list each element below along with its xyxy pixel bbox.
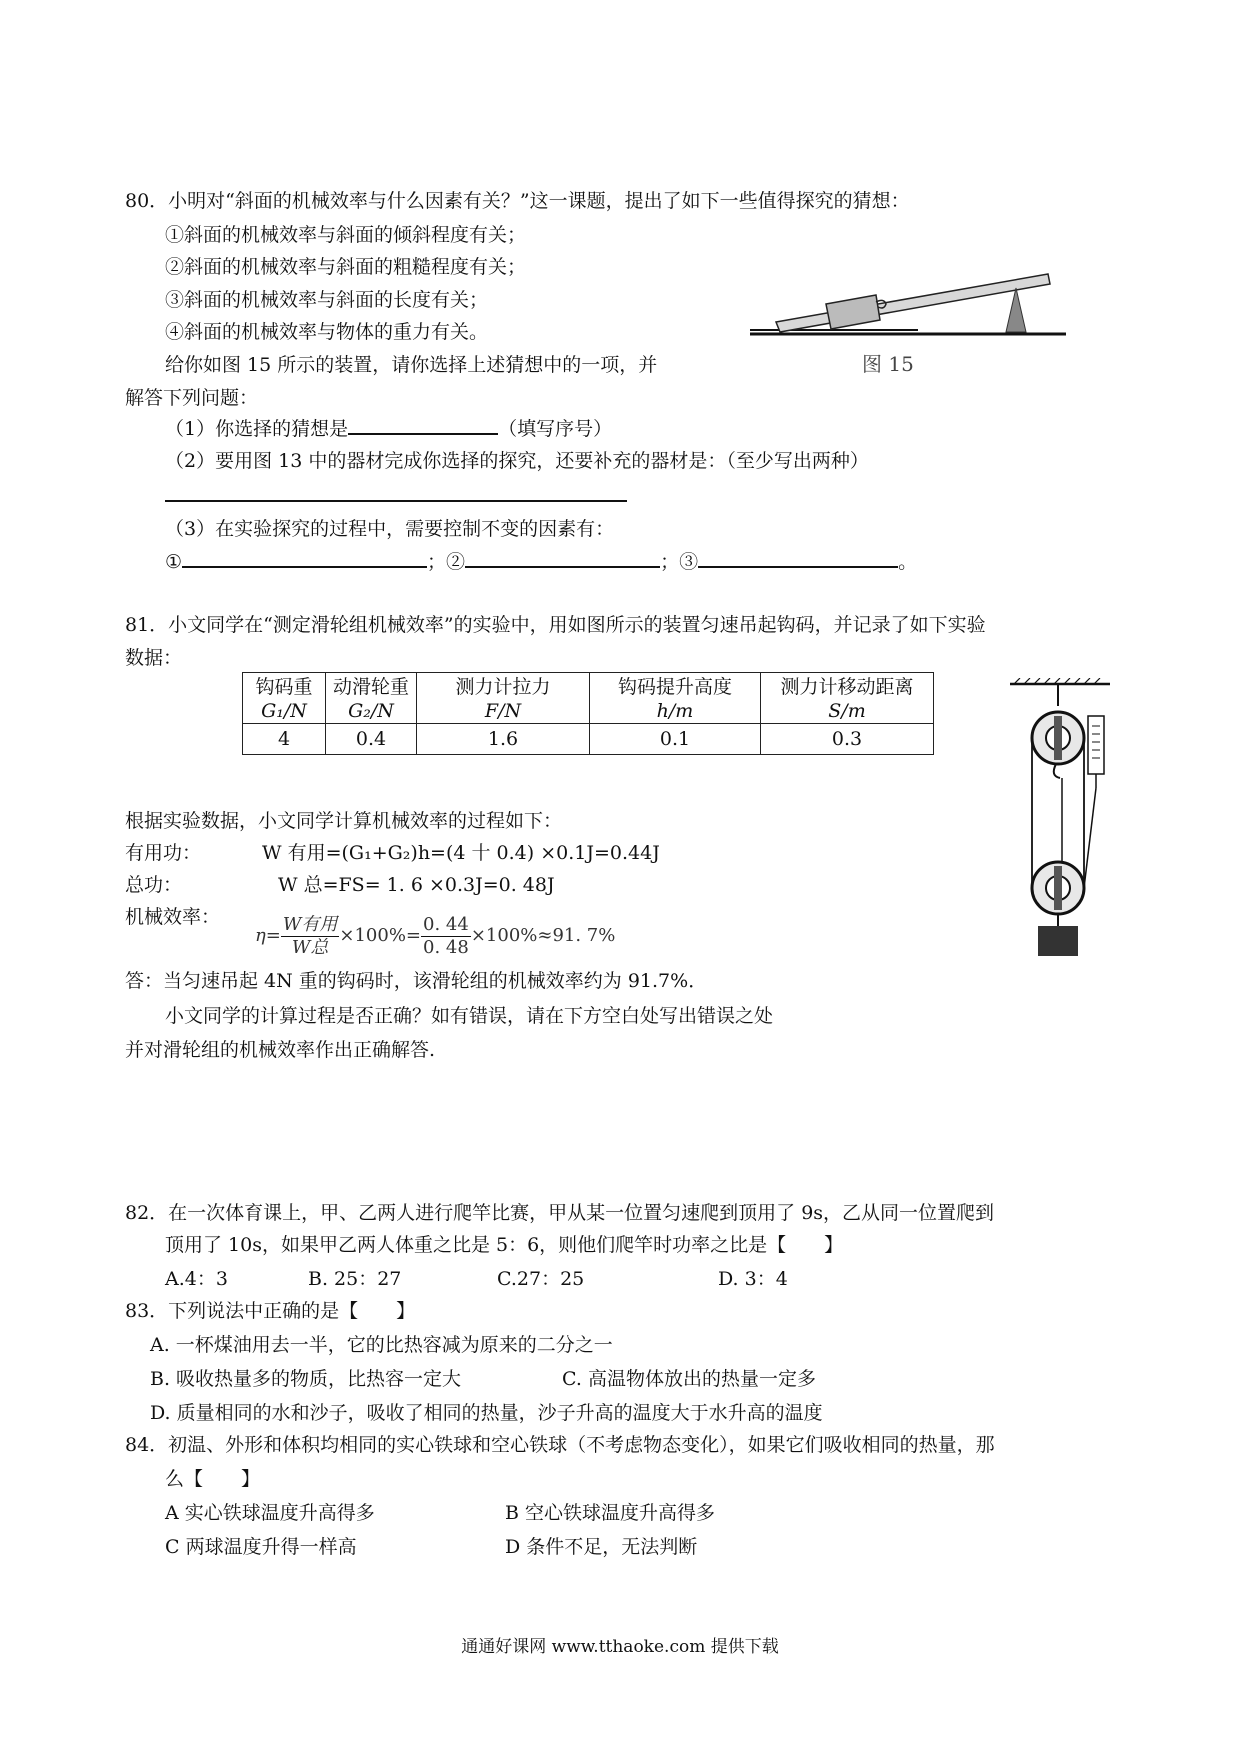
q80-stem: 80．小明对“斜面的机械效率与什么因素有关？”这一课题，提出了如下一些值得探究的猜想：	[125, 190, 910, 212]
table-cell: 0.4	[326, 724, 417, 755]
q80-sub2-blank-line	[165, 482, 627, 509]
q80-sub1-blank[interactable]	[348, 415, 498, 435]
table-header-cell: 测力计移动距离 S/m	[761, 673, 934, 724]
q80-sub1	[165, 415, 612, 442]
q81-stem-1: 81．小文同学在“测定滑轮组机械效率”的实验中，用如图所示的装置匀速吊起钩码，并记录了如下实验	[125, 614, 986, 636]
q83-option-d[interactable]: D. 质量相同的水和沙子，吸收了相同的热量，沙子升高的温度大于水升高的温度	[150, 1402, 823, 1424]
q82-option-d[interactable]: D. 3：4	[718, 1268, 788, 1290]
pulley-figure	[1000, 678, 1120, 968]
table-cell: 0.1	[590, 724, 761, 755]
q83-option-a[interactable]: A. 一杯煤油用去一半，它的比热容减为原来的二分之一	[150, 1334, 613, 1356]
table-row	[243, 673, 934, 724]
incline-figure	[748, 260, 1068, 340]
q83-stem: 83．下列说法中正确的是【 】	[125, 1300, 416, 1322]
q80-sub3: （3）在实验探究的过程中，需要控制不变的因素有：	[165, 518, 615, 540]
q80-guess-2: ②斜面的机械效率与斜面的粗糙程度有关；	[165, 256, 527, 278]
q81-answer: 答：当匀速吊起 4N 重的钩码时，该滑轮组的机械效率约为 91.7%．	[125, 970, 708, 992]
blank-marker-2: ；②	[427, 551, 466, 573]
total-work-formula: W 总=FS= 1. 6 ×0.3J=0. 48J	[278, 874, 555, 896]
q80-guess-4: ④斜面的机械效率与物体的重力有关。	[165, 321, 489, 343]
q81-calc-intro: 根据实验数据，小文同学计算机械效率的过程如下：	[125, 810, 563, 832]
q82-option-a[interactable]: A.4：3	[165, 1268, 228, 1290]
movable-pulley	[1032, 862, 1084, 914]
total-work-label: 总功：	[125, 874, 183, 896]
table-header-cell: 动滑轮重 G₂/N	[326, 673, 417, 724]
hook-weight	[1038, 926, 1078, 956]
q80-guess-1: ①斜面的机械效率与斜面的倾斜程度有关；	[165, 224, 527, 246]
q80-sub1-label: （1）你选择的猜想是	[165, 418, 349, 440]
end-mark: 。	[898, 551, 918, 573]
blank-marker-1: ①	[165, 551, 183, 573]
q81-question-1: 小文同学的计算过程是否正确？如有错误，请在下方空白处写出错误之处	[165, 1005, 774, 1027]
q82-stem-2: 顶用了 10s，如果甲乙两人体重之比是 5：6，则他们爬竿时功率之比是【 】	[165, 1234, 844, 1256]
q81-question-2: 并对滑轮组的机械效率作出正确解答.	[125, 1039, 436, 1061]
q82-stem-1: 82．在一次体育课上，甲、乙两人进行爬竿比赛，甲从某一位置匀速爬到顶用了 9s，乙从同一位置爬到	[125, 1202, 995, 1224]
q84-option-a[interactable]: A 实心铁球温度升高得多	[165, 1502, 375, 1524]
q80-guess-3: ③斜面的机械效率与斜面的长度有关；	[165, 289, 489, 311]
wedge-support	[1006, 288, 1026, 332]
fixed-pulley	[1032, 712, 1084, 764]
page-footer: 通通好课网 www.tthaoke.com 提供下载	[461, 1637, 779, 1657]
q80-sub3-blank-1[interactable]	[182, 548, 427, 568]
q84-option-b[interactable]: B 空心铁球温度升高得多	[505, 1502, 716, 1524]
table-header-cell: 钩码提升高度 h/m	[590, 673, 761, 724]
spring-scale	[1088, 716, 1104, 788]
q81-stem-2: 数据：	[125, 647, 183, 669]
table-cell: 4	[243, 724, 326, 755]
experiment-data-table	[242, 672, 934, 755]
table-header-cell: 测力计拉力 F/N	[417, 673, 590, 724]
q83-option-c[interactable]: C. 高温物体放出的热量一定多	[562, 1368, 816, 1390]
q84-option-c[interactable]: C 两球温度升得一样高	[165, 1536, 357, 1558]
figure-caption: 图 15	[862, 352, 914, 376]
efficiency-formula: η= $\frac{\text{W有用}}{\text{W总}}$ ×100%= $\frac{0. 44}{0. 48}$ ×100%≈91. 7%	[255, 913, 616, 958]
q84-stem-2: 么【 】	[165, 1468, 261, 1490]
fraction-values: $\frac{0. 44}{0. 48}$	[423, 913, 469, 958]
q80-sub3-blank-3[interactable]	[698, 548, 898, 568]
q80-sub3-blanks	[165, 548, 917, 575]
efficiency-label: 机械效率：	[125, 906, 221, 928]
table-row	[243, 724, 934, 755]
block	[826, 295, 880, 329]
useful-work-formula: W 有用=(G₁+G₂)h=(4 十 0.4) ×0.1J=0.44J	[262, 842, 660, 864]
q82-option-c[interactable]: C.27：25	[497, 1268, 585, 1290]
table-cell: 0.3	[761, 724, 934, 755]
q80-sub2: （2）要用图 13 中的器材完成你选择的探究，还要补充的器材是：（至少写出两种）	[165, 450, 869, 472]
table-header-cell: 钩码重 G₁/N	[243, 673, 326, 724]
q84-option-d[interactable]: D 条件不足，无法判断	[505, 1536, 698, 1558]
table-cell: 1.6	[417, 724, 590, 755]
useful-work-label: 有用功：	[125, 842, 202, 864]
q84-stem-1: 84．初温、外形和体积均相同的实心铁球和空心铁球（不考虑物态变化），如果它们吸收相同的热量，那	[125, 1434, 995, 1456]
q82-option-b[interactable]: B. 25：27	[308, 1268, 402, 1290]
q83-option-b[interactable]: B. 吸收热量多的物质，比热容一定大	[150, 1368, 462, 1390]
blank-marker-3: ；③	[660, 551, 699, 573]
q80-instruction-1: 给你如图 15 所示的装置，请你选择上述猜想中的一项，并	[165, 354, 658, 376]
q80-sub3-blank-2[interactable]	[465, 548, 660, 568]
fraction-work: $\frac{\text{W有用}}{\text{W总}}$	[282, 913, 338, 958]
q80-instruction-2: 解答下列问题：	[125, 387, 259, 409]
q80-sub1-note: （填写序号）	[498, 418, 613, 440]
q80-sub2-blank[interactable]	[165, 482, 627, 502]
